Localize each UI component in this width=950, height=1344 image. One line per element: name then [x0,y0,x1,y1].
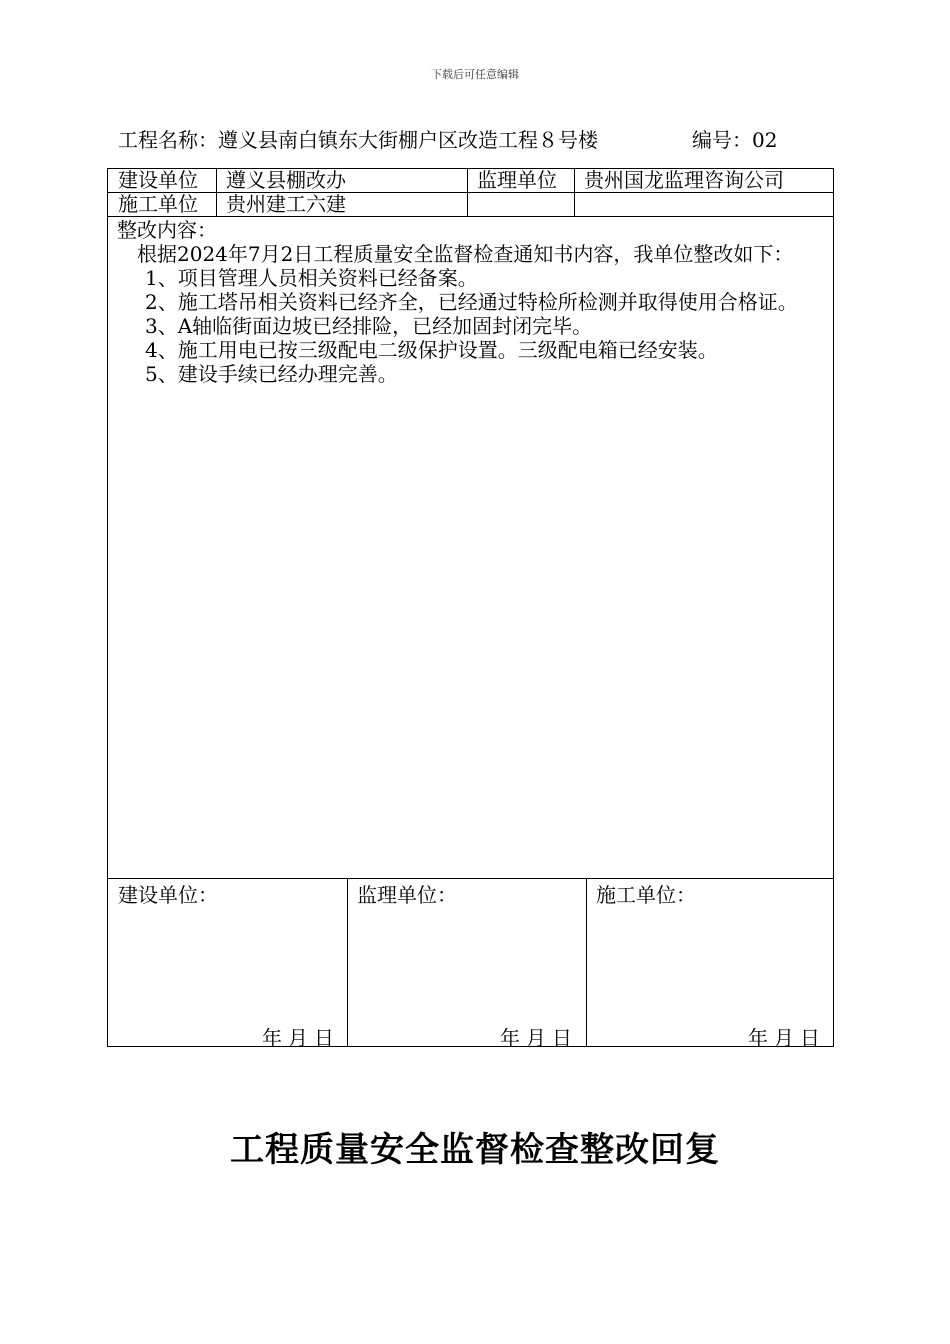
signature-construct-unit-label: 施工单位： [596,883,696,907]
document-number: 编号：02 [692,128,778,152]
signature-date: 年月日 [500,1026,578,1050]
rectification-item: 3、A轴临街面边坡已经排险，已经加固封闭完毕。 [145,314,593,338]
table-border-left [107,168,108,1047]
supervise-unit-value: 贵州国龙监理咨询公司 [584,168,784,192]
table-col-divider [216,168,217,216]
rectification-item: 1、项目管理人员相关资料已经备案。 [145,266,478,290]
rectification-item: 2、施工塔吊相关资料已经齐全，已经通过特检所检测并取得使用合格证。 [145,290,798,314]
construct-unit-label: 施工单位 [118,192,198,216]
project-name: 工程名称：遵义县南白镇东大街棚户区改造工程８号楼 [118,128,598,152]
signature-date: 年月日 [262,1026,340,1050]
rectification-item: 5、建设手续已经办理完善。 [145,362,398,386]
download-note: 下载后可任意编辑 [431,68,519,81]
build-unit-label: 建设单位 [118,168,198,192]
supervise-unit-label: 监理单位 [477,168,557,192]
table-col-divider [467,168,468,216]
signature-build-unit-label: 建设单位： [118,883,218,907]
document-title: 工程质量安全监督检查整改回复 [230,1130,720,1170]
rectification-heading: 整改内容： [117,218,217,242]
table-border-bottom [107,1046,834,1047]
project-header [118,124,778,153]
table-col-divider [574,168,575,216]
construct-unit-value: 贵州建工六建 [226,192,346,216]
rectification-item: 4、施工用电已按三级配电二级保护设置。三级配电箱已经安装。 [145,338,718,362]
rectification-intro: 根据2024年7月2日工程质量安全监督检查通知书内容，我单位整改如下： [137,242,794,266]
rectification-content [117,218,817,386]
signature-supervise-unit-label: 监理单位： [357,883,457,907]
table-row-divider [107,216,834,217]
table-border-right [833,168,834,1047]
build-unit-value: 遵义县棚改办 [226,168,346,192]
table-col-divider [347,878,348,1046]
table-col-divider [586,878,587,1046]
signature-date: 年月日 [748,1026,826,1050]
